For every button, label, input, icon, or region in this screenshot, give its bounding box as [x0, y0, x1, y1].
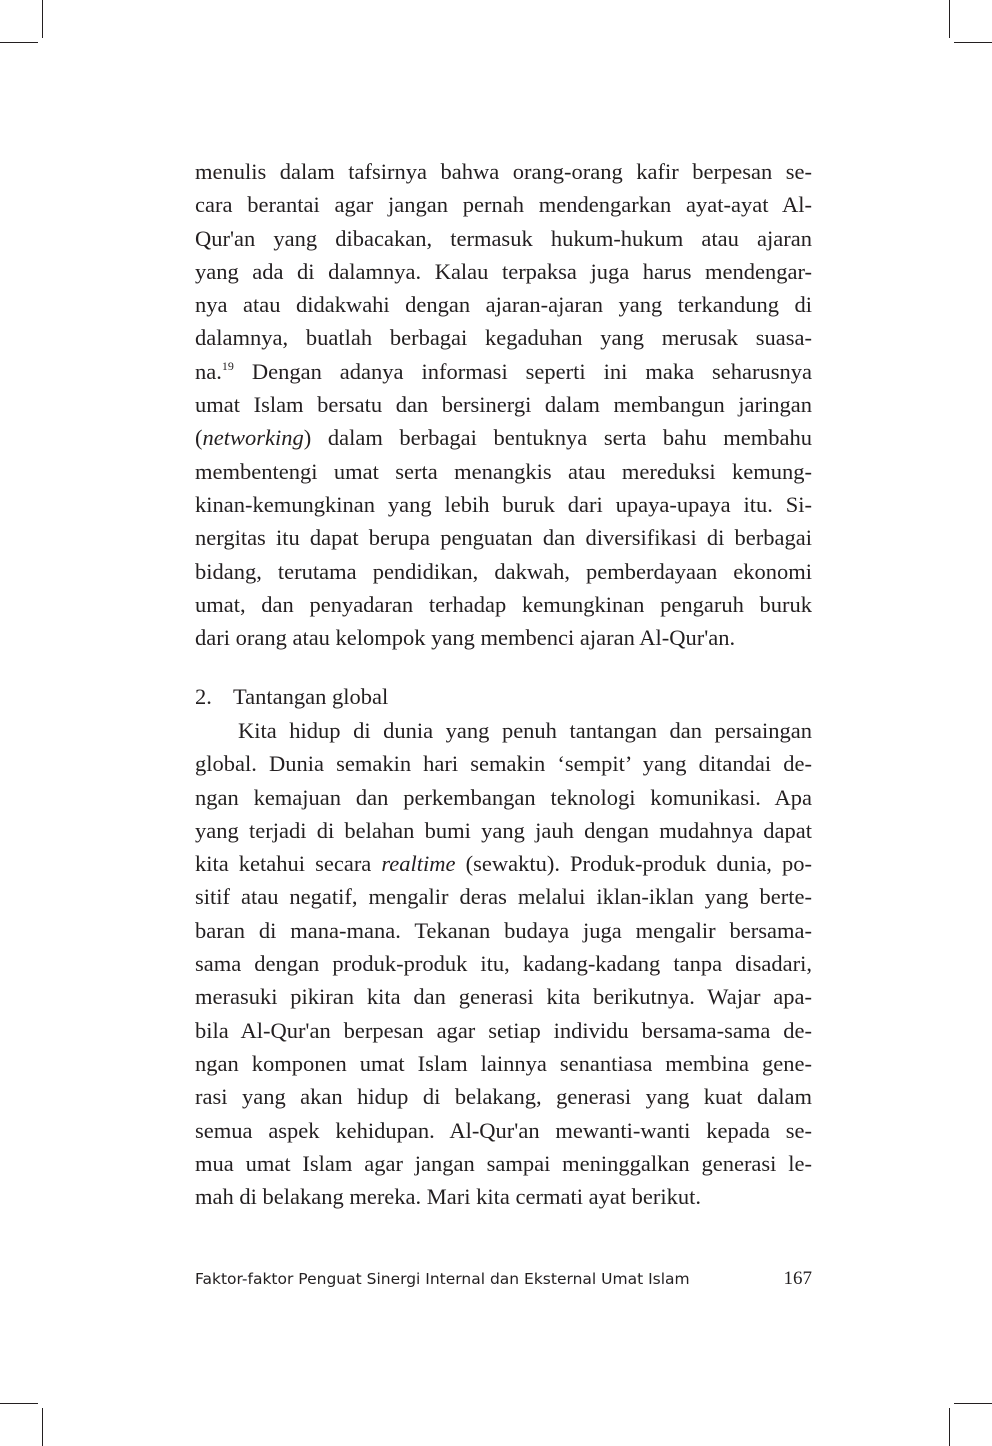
- crop-mark: [954, 1403, 992, 1404]
- italic-term: networking: [202, 425, 304, 451]
- text-line: sama dengan produk-produk itu, kadang-kadang tanpa disadari,: [195, 951, 812, 977]
- text-line: nya atau didakwahi dengan ajaran-ajaran yang terkandung di: [195, 292, 812, 318]
- text-line: sitif atau negatif, mengalir deras melalui iklan-iklan yang berte-: [195, 884, 812, 910]
- crop-mark: [949, 0, 950, 38]
- section-heading: [195, 680, 812, 713]
- text-line: baran di mana-mana. Tekanan budaya juga mengalir bersama-: [195, 917, 812, 943]
- page-number: 167: [783, 1268, 812, 1289]
- crop-mark: [42, 1408, 43, 1446]
- text-line: menulis dalam tafsirnya bahwa orang-orang kafir berpesan se-: [195, 159, 812, 184]
- text-run: Dengan adanya informasi seperti ini maka seharusnya: [233, 358, 812, 384]
- page-footer: [195, 1266, 812, 1292]
- text-line: ngan kemajuan dan perkembangan teknologi komunikasi. Apa: [195, 784, 812, 810]
- text-line: merasuki pikiran kita dan generasi kita berikutnya. Wajar apa-: [195, 984, 812, 1010]
- footnote-marker: 19: [221, 358, 234, 373]
- section-number: 2.: [195, 684, 212, 709]
- text-line: kinan-kemungkinan yang lebih buruk dari upaya-upaya itu. Si-: [195, 491, 812, 517]
- text-line: Qur'an yang dibacakan, termasuk hukum-hukum atau ajaran: [195, 225, 812, 251]
- section-heading-line: [195, 680, 812, 713]
- text-run: (sewaktu). Produk-produk dunia, po-: [455, 851, 812, 877]
- text-run: (: [195, 425, 203, 451]
- text-line: rasi yang akan hidup di belakang, generasi yang kuat dalam: [195, 1084, 812, 1110]
- crop-mark: [954, 42, 992, 43]
- running-title: Faktor-faktor Penguat Sinergi Internal dan Eksternal Umat Islam: [195, 1270, 690, 1288]
- text-line: mua umat Islam agar jangan sampai meninggalkan generasi le-: [195, 1150, 812, 1176]
- text-line: cara berantai agar jangan pernah mendengarkan ayat-ayat Al-: [195, 192, 812, 218]
- text-line: bila Al-Qur'an berpesan agar setiap individu bersama-sama de-: [195, 1017, 812, 1043]
- text-run: kita ketahui secara: [195, 851, 382, 877]
- text-line: yang terjadi di belahan bumi yang jauh dengan mudahnya dapat: [195, 817, 812, 843]
- body-paragraph-2: [195, 714, 812, 1213]
- text-line: [195, 847, 812, 880]
- text-line: umat Islam bersatu dan bersinergi dalam membangun jaringan: [195, 392, 812, 418]
- text-line: [195, 355, 812, 388]
- crop-mark: [0, 42, 38, 43]
- text-line: mah di belakang mereka. Mari kita cermati ayat berikut.: [195, 1184, 702, 1210]
- text-line: dalamnya, buatlah berbagai kegaduhan yang merusak suasa-: [195, 325, 812, 351]
- text-line: ngan komponen umat Islam lainnya senantiasa membina gene-: [195, 1050, 812, 1076]
- text-line: yang ada di dalamnya. Kalau terpaksa juga harus mendengar-: [195, 258, 812, 284]
- text-run: ) dalam berbagai bentuknya serta bahu membahu: [303, 425, 812, 451]
- text-line: [195, 421, 812, 454]
- crop-mark: [949, 1408, 950, 1446]
- body-paragraph-1: [195, 155, 812, 654]
- text-line: bidang, terutama pendidikan, dakwah, pemberdayaan ekonomi: [195, 558, 812, 584]
- text-line: semua aspek kehidupan. Al-Qur'an mewanti-wanti kepada se-: [195, 1117, 812, 1143]
- crop-mark: [42, 0, 43, 38]
- text-run: na.: [195, 358, 222, 384]
- text-line: nergitas itu dapat berupa penguatan dan diversifikasi di berbagai: [195, 525, 812, 551]
- text-line: umat, dan penyadaran terhadap kemungkinan pengaruh buruk: [195, 591, 812, 617]
- crop-mark: [0, 1403, 38, 1404]
- italic-term: realtime: [381, 851, 456, 877]
- text-line: membentengi umat serta menangkis atau mereduksi kemung-: [195, 458, 812, 484]
- text-line: Kita hidup di dunia yang penuh tantangan dan persaingan: [238, 718, 812, 743]
- text-line: global. Dunia semakin hari semakin ‘sempit’ yang ditandai de-: [195, 751, 812, 777]
- text-line: dari orang atau kelompok yang membenci ajaran Al-Qur'an.: [195, 625, 736, 651]
- section-title: Tantangan global: [233, 684, 389, 709]
